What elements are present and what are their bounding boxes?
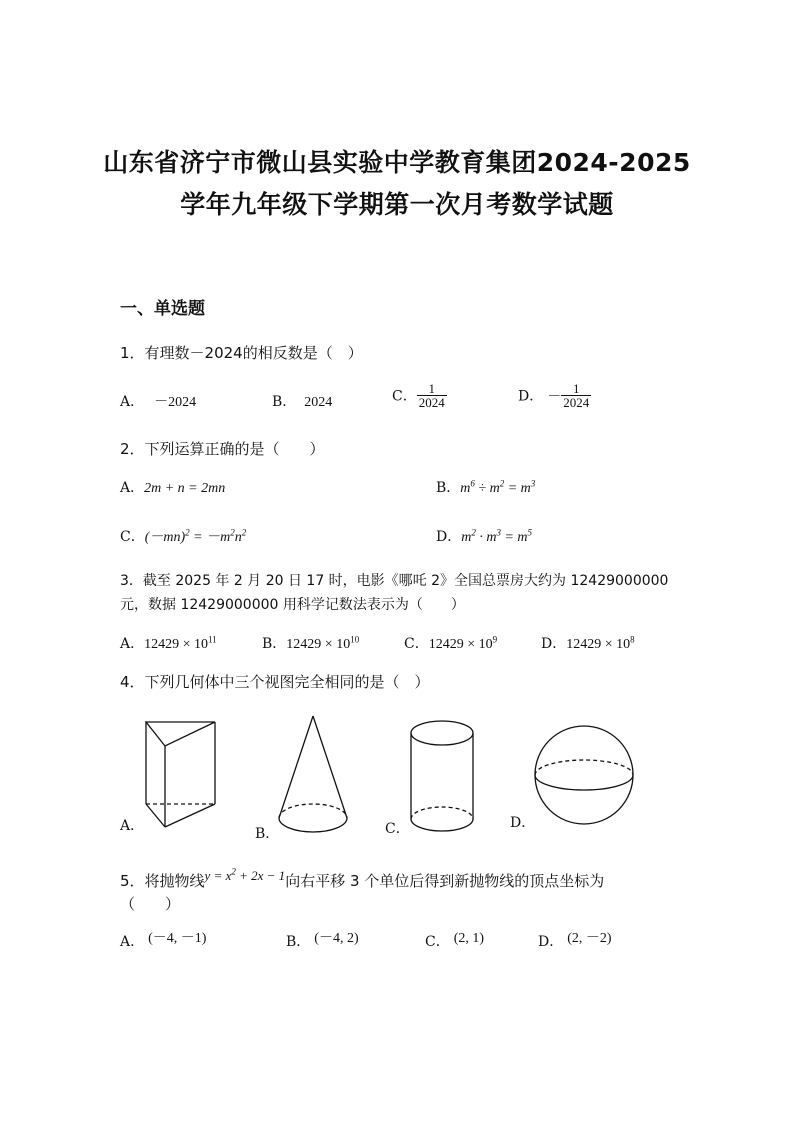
- exponent: 11: [208, 634, 217, 645]
- fraction: [561, 382, 591, 409]
- question-5-line2: （ ）: [120, 895, 181, 913]
- option-value: [144, 527, 247, 545]
- stem-text: 向右平移 3 个单位后得到新抛物线的顶点坐标为: [285, 872, 605, 890]
- exponent: 3: [496, 527, 501, 538]
- exponent: 5: [527, 527, 533, 538]
- term: m: [460, 481, 471, 496]
- q4-option-d-label: D．: [510, 815, 536, 831]
- term: (－mn): [144, 530, 186, 545]
- exponent: 2: [185, 527, 190, 538]
- fraction-numerator: 1: [417, 382, 447, 396]
- exponent: 8: [630, 634, 635, 645]
- option-label: C．: [404, 636, 429, 652]
- term: 12429 × 10: [286, 637, 351, 652]
- option-label: B．: [286, 934, 311, 950]
- exponent: 6: [470, 478, 475, 489]
- option-label: D．: [541, 636, 567, 652]
- option-label: D．: [436, 529, 462, 545]
- term: · m: [475, 530, 497, 545]
- term: m: [461, 530, 472, 545]
- exponent: 3: [530, 478, 536, 489]
- term: 12429 × 10: [144, 637, 209, 652]
- option-label: A．: [120, 636, 145, 652]
- stem-text: 5．将抛物线: [120, 872, 205, 890]
- document-title-line2: 学年九年级下学期第一次月考数学试题: [180, 190, 614, 219]
- option-label: B．: [272, 394, 297, 410]
- option-label: C．: [392, 388, 417, 405]
- option-value: (－4, 2): [314, 931, 359, 946]
- exponent: 10: [350, 634, 360, 645]
- q2-option-c: [120, 526, 246, 546]
- option-value: [566, 634, 635, 652]
- q1-option-c: [392, 382, 447, 409]
- q5-option-b: [286, 931, 359, 951]
- q4-option-c-label: C．: [385, 821, 410, 837]
- question-3-line2: 元，数据 12429000000 用科学记数法表示为（ ）: [120, 597, 465, 613]
- cylinder-figure: [409, 719, 475, 835]
- option-value: [286, 634, 360, 652]
- q5-option-c: [425, 931, 484, 951]
- section-heading: 一、单选题: [120, 299, 205, 319]
- q2-option-d: [436, 526, 532, 546]
- q3-option-b: [262, 633, 359, 653]
- term: n: [234, 530, 242, 545]
- parabola-expression: [205, 868, 286, 883]
- question-3-line1: 3．截至 2025 年 2 月 20 日 17 时，电影《哪吒 2》全国总票房大约为 12429000000: [120, 573, 669, 589]
- option-label: D．: [538, 934, 564, 950]
- fraction: [417, 382, 447, 409]
- option-value: 2m + n = 2mn: [144, 481, 226, 496]
- option-label: A．: [120, 480, 145, 496]
- option-value: (2, －2): [567, 931, 612, 946]
- option-label: C．: [425, 934, 450, 950]
- option-value: [461, 527, 533, 545]
- term: ÷ m: [474, 481, 500, 496]
- q3-option-a: [120, 633, 217, 653]
- term: = m: [500, 530, 528, 545]
- option-value: (－4, －1): [148, 931, 207, 946]
- minus-sign: －: [547, 389, 562, 405]
- term: 12429 × 10: [566, 637, 631, 652]
- q3-option-d: [541, 633, 635, 653]
- option-label: A．: [120, 394, 145, 410]
- option-value: －2024: [154, 395, 197, 410]
- fraction-denominator: 2024: [563, 395, 590, 410]
- question-4-stem: 4．下列几何体中三个视图完全相同的是（ ）: [120, 673, 430, 691]
- q1-option-a: [120, 391, 196, 411]
- term: = －m: [189, 530, 231, 545]
- option-value: [460, 478, 536, 496]
- fraction-denominator: 2024: [418, 395, 445, 410]
- term: y = x: [204, 868, 232, 883]
- option-label: B．: [262, 636, 287, 652]
- term: 12429 × 10: [428, 637, 493, 652]
- option-value: [428, 634, 498, 652]
- question-1-stem: 1．有理数－2024的相反数是（ ）: [120, 344, 363, 362]
- option-label: B．: [436, 480, 461, 496]
- exponent: 2: [231, 866, 236, 877]
- q1-option-b: [272, 391, 332, 411]
- q4-option-b-label: B．: [255, 826, 280, 842]
- q5-option-a: [120, 931, 206, 951]
- question-5-stem: [120, 866, 605, 891]
- sphere-figure: [532, 723, 636, 827]
- question-2-stem: 2．下列运算正确的是（ ）: [120, 440, 325, 458]
- term: = m: [504, 481, 531, 496]
- term: + 2x − 1: [235, 868, 286, 883]
- option-label: D．: [518, 388, 544, 405]
- fraction-numerator: 1: [561, 382, 591, 396]
- exponent: 9: [492, 634, 498, 645]
- q1-option-d: [518, 382, 591, 409]
- q2-option-b: [436, 477, 535, 497]
- exponent: 2: [230, 527, 235, 538]
- option-value: (2, 1): [453, 931, 485, 946]
- q4-option-a-label: A．: [120, 818, 145, 834]
- exponent: 2: [471, 527, 476, 538]
- option-value: 2024: [304, 395, 333, 410]
- option-label: A．: [120, 934, 145, 950]
- document-title-line1: 山东省济宁市微山县实验中学教育集团2024-2025: [103, 148, 691, 177]
- option-label: C．: [120, 529, 145, 545]
- triangular-prism-figure: [140, 716, 220, 830]
- q2-option-a: [120, 477, 225, 497]
- q5-option-d: [538, 931, 612, 951]
- cone-figure: [277, 714, 349, 838]
- option-value: [144, 634, 217, 652]
- exponent: 2: [499, 478, 505, 489]
- exponent: 2: [241, 527, 247, 538]
- q3-option-c: [404, 633, 497, 653]
